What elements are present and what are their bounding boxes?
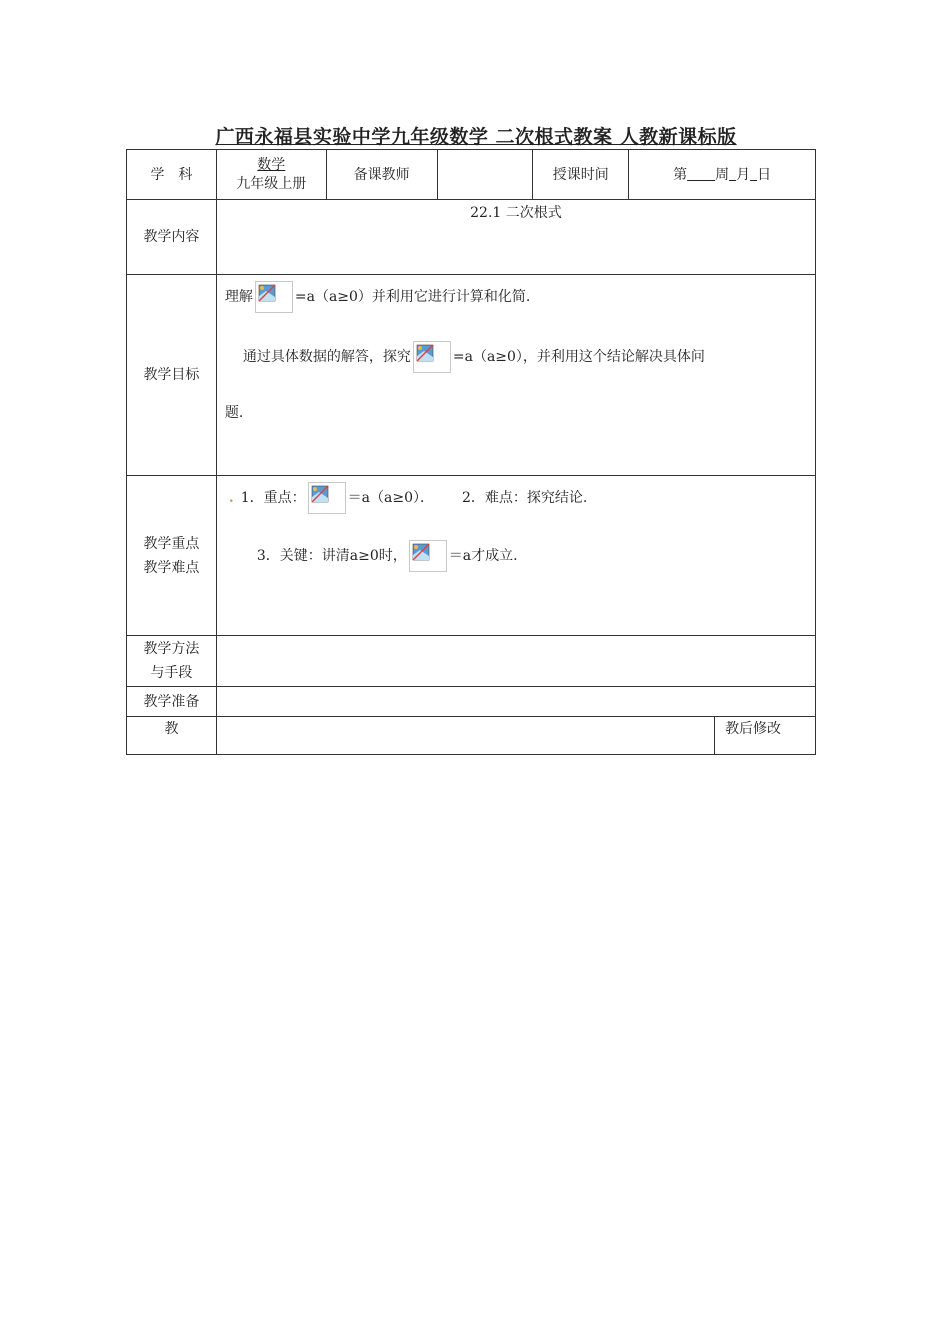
time-day: 日 <box>757 166 772 183</box>
keypoints-cell <box>216 476 815 636</box>
methods-label-cell <box>127 636 217 687</box>
bullet-dot: . <box>228 490 234 506</box>
objectives-cell <box>216 275 815 476</box>
sqrt-formula-image-icon <box>409 540 447 572</box>
objective-line-1 <box>225 281 815 313</box>
teaching-row <box>127 717 816 755</box>
keypoints-label-cell <box>127 476 217 636</box>
document-title: 广西永福县实验中学九年级数学 二次根式教案 人教新课标版 <box>215 126 737 148</box>
revision-label: 教后修改 <box>715 717 816 755</box>
objective-1-post: =a（a≥0）并利用它进行计算和化简. <box>294 289 531 305</box>
keypoint-2: 2．难点：探究结论. <box>462 490 588 506</box>
content-cell <box>216 200 815 275</box>
objectives-label: 教学目标 <box>127 275 217 476</box>
methods-label-2: 与手段 <box>150 665 193 681</box>
sqrt-formula-image-icon <box>413 341 451 373</box>
objective-line-2 <box>243 341 815 373</box>
keypoint-line-3 <box>257 540 815 572</box>
content-label: 教学内容 <box>127 200 217 275</box>
keypoint-line-1 <box>229 482 815 514</box>
preparation-row <box>127 687 816 717</box>
keypoint-3-post: ＝a才成立. <box>448 548 518 564</box>
teaching-label: 教 <box>127 717 217 755</box>
teaching-value <box>216 717 714 755</box>
methods-value <box>216 636 815 687</box>
keypoint-1-post: ＝a（a≥0）． <box>347 490 435 506</box>
lesson-title: 22.1 二次根式 <box>470 205 562 221</box>
keypoints-label-2: 教学难点 <box>143 559 200 576</box>
objective-line-3: 题. <box>224 405 244 421</box>
teacher-value <box>437 150 533 200</box>
subject-label: 学 科 <box>127 150 217 200</box>
preparation-value <box>216 687 815 717</box>
keypoint-3-pre: 3．关键：讲清a≥0时， <box>256 548 407 564</box>
sqrt-formula-image-icon <box>255 281 293 313</box>
keypoint-1-pre: 1．重点： <box>240 490 306 506</box>
time-value <box>629 150 816 200</box>
objectives-row <box>127 275 816 476</box>
header-row <box>127 150 816 200</box>
objective-2-pre: 通过具体数据的解答，探究 <box>242 349 411 365</box>
keypoints-row <box>127 476 816 636</box>
time-month: 月 <box>736 166 751 183</box>
subject-value: 数学 <box>257 156 286 173</box>
keypoints-label-1: 教学重点 <box>143 535 200 552</box>
methods-row <box>127 636 816 687</box>
methods-label-1: 教学方法 <box>143 641 200 657</box>
lesson-plan-table <box>126 149 816 755</box>
time-label: 授课时间 <box>533 150 629 200</box>
grade-value: 九年级上册 <box>236 175 307 192</box>
objective-2-post: =a（a≥0），并利用这个结论解决具体问 <box>452 349 705 365</box>
sqrt-formula-image-icon <box>308 482 346 514</box>
preparation-label: 教学准备 <box>127 687 217 717</box>
time-prefix: 第 <box>673 166 688 183</box>
time-blank-week <box>687 167 715 183</box>
time-week: 周 <box>715 166 730 183</box>
content-row <box>127 200 816 275</box>
teacher-label: 备课教师 <box>326 150 437 200</box>
subject-value-cell <box>216 150 326 200</box>
objective-1-pre: 理解 <box>224 289 253 305</box>
